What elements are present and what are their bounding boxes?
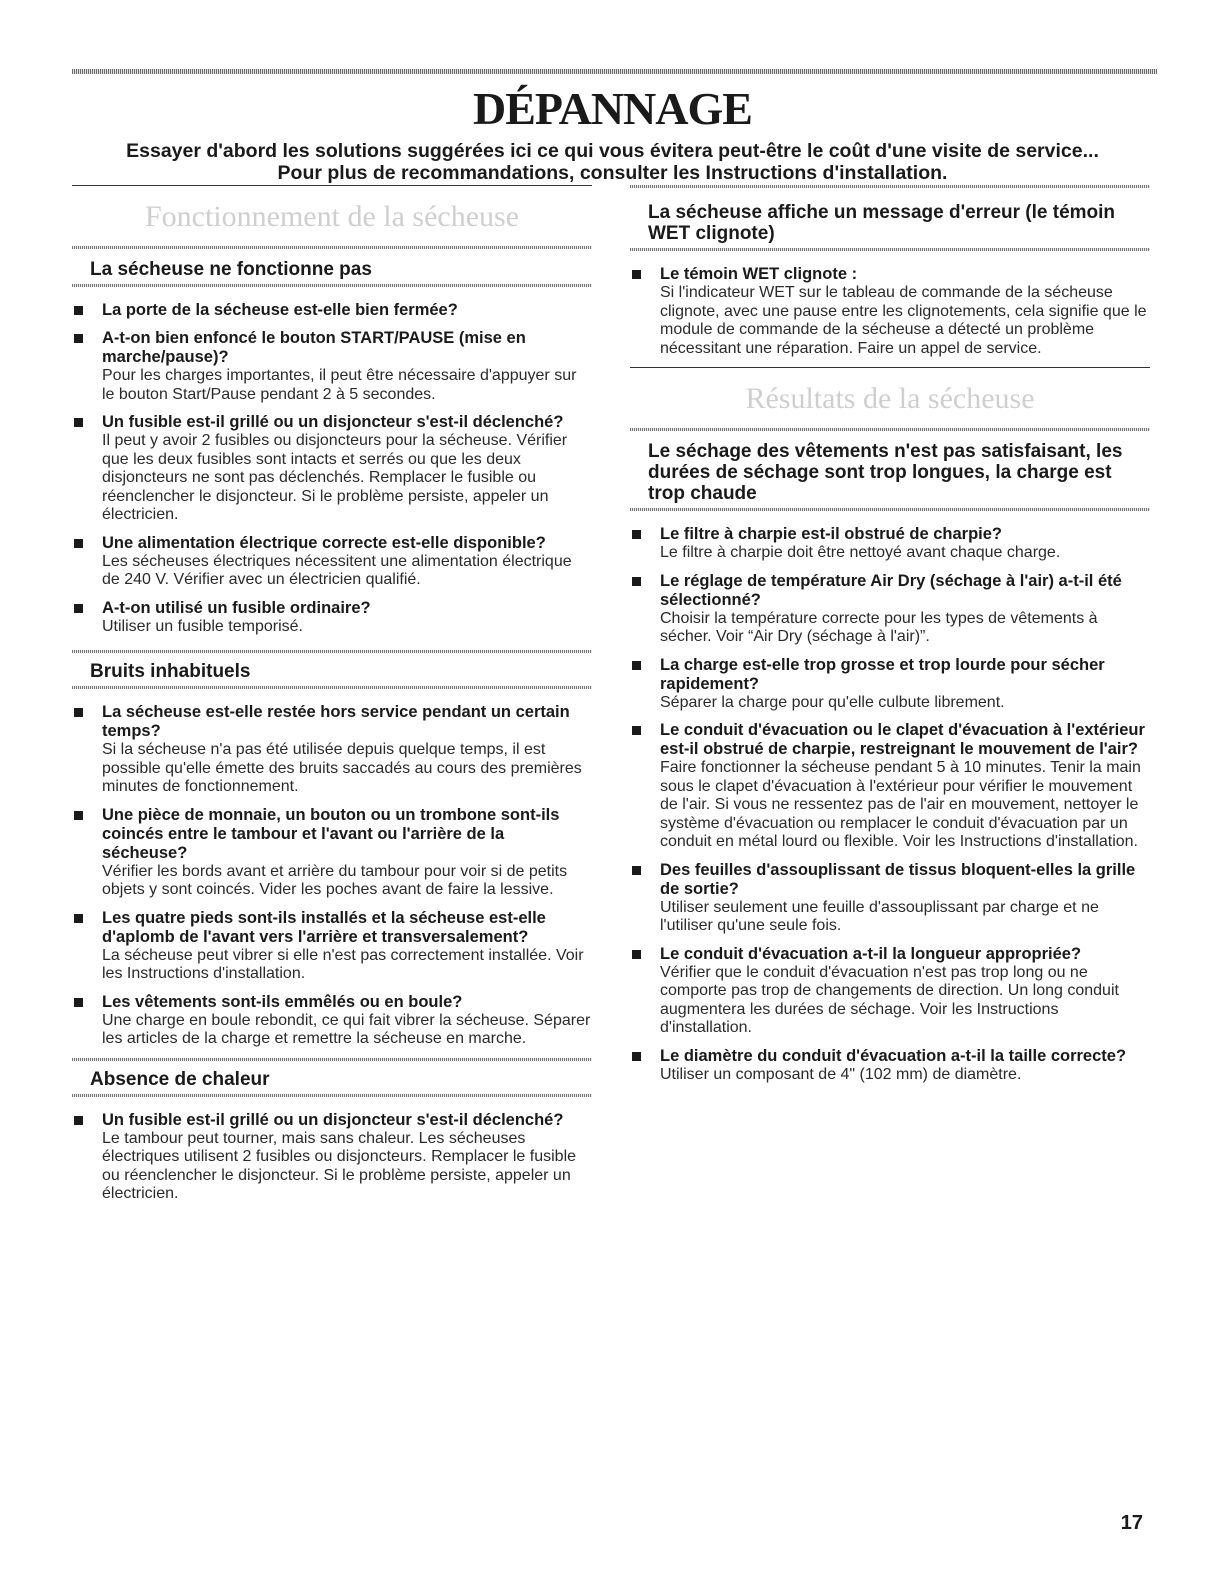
subhead-absence-chaleur: Absence de chaleur xyxy=(90,1068,270,1090)
item-answer: La sécheuse peut vibrer si elle n'est pas correctement installée. Voir les Instructions d'installation. xyxy=(102,946,584,982)
item-answer: Utiliser un fusible temporisé. xyxy=(102,617,303,635)
bullet-icon xyxy=(74,811,83,820)
item-question: Le réglage de température Air Dry (séchage à l'air) a-t-il été sélectionné? xyxy=(660,571,1122,609)
dotted-rule xyxy=(72,686,592,689)
item-answer: Si l'indicateur WET sur le tableau de commande de la sécheuse clignote, avec une pause entre les clignotements, cela signifie que le module de commande de la sécheuse a détecté un problème nécessitant une réparation. Faire un appel de service. xyxy=(660,284,1147,357)
page-number: 17 xyxy=(1120,1512,1143,1534)
item-answer: Vérifier les bords avant et arrière du tambour pour voir si de petits objets y sont coincés. Vider les poches avant de faire la lessive. xyxy=(102,862,568,898)
list-item xyxy=(630,525,1150,563)
bullet-icon xyxy=(632,726,641,735)
subhead-sechage: Le séchage des vêtements n'est pas satisfaisant, les durées de séchage sont trop longues, la charge est trop chaude xyxy=(648,441,1123,504)
list-item xyxy=(72,413,592,525)
bullet-icon xyxy=(74,334,83,343)
bullet-icon xyxy=(632,661,641,670)
item-answer: Le tambour peut tourner, mais sans chaleur. Les sécheuses électriques utilisent 2 fusibles ou disjoncteurs. Remplacer le fusible ou réenclencher le disjoncteur. Si le problème persiste, appeler un électricien. xyxy=(102,1129,577,1202)
intro-text xyxy=(60,140,1165,184)
list-item xyxy=(72,909,592,984)
list-absence-chaleur xyxy=(72,1111,592,1204)
list-item xyxy=(72,301,592,320)
page-title: DÉPANNAGE xyxy=(473,83,752,134)
item-answer: Vérifier que le conduit d'évacuation n'est pas trop long ou ne comporte pas trop de changements de direction. Un long conduit augmentera les durées de séchage. Voir les Instructions d'installation. xyxy=(660,963,1119,1036)
bullet-icon xyxy=(632,270,641,279)
list-item xyxy=(72,806,592,900)
bullet-icon xyxy=(74,1116,83,1125)
item-question: A-t-on bien enfoncé le bouton START/PAUSE (mise en marche/pause)? xyxy=(102,329,526,366)
list-item xyxy=(630,572,1150,647)
item-answer: Les sécheuses électriques nécessitent une alimentation électrique de 240 V. Vérifier avec un électricien qualifié. xyxy=(102,552,572,588)
bullet-icon xyxy=(74,306,83,315)
section-title-fonctionnement: Fonctionnement de la sécheuse xyxy=(144,200,520,233)
item-question: Le filtre à charpie est-il obstrué de charpie? xyxy=(660,525,1003,543)
item-answer: Utiliser un composant de 4" (102 mm) de diamètre. xyxy=(660,1065,1022,1083)
list-item xyxy=(72,599,592,637)
item-question: Un fusible est-il grillé ou un disjoncteur s'est-il déclenché? xyxy=(102,1110,564,1129)
dotted-rule xyxy=(72,284,592,287)
list-item xyxy=(72,703,592,797)
list-erreur xyxy=(630,265,1150,358)
list-item xyxy=(630,945,1150,1038)
list-item xyxy=(630,265,1150,358)
item-answer: Il peut y avoir 2 fusibles ou disjoncteurs pour la sécheuse. Vérifier que les deux fusibles sont intacts et serrés ou que les deux disjoncteurs ne sont pas déclenchés. Remplacer le fusible ou réenclencher le disjoncteur. Si le problème persiste, appeler un électricien. xyxy=(102,432,568,523)
list-item xyxy=(630,1047,1150,1085)
item-answer: Séparer la charge pour qu'elle culbute librement. xyxy=(660,693,1005,711)
list-item xyxy=(630,721,1150,852)
item-question: La porte de la sécheuse est-elle bien fermée? xyxy=(102,301,458,319)
item-question: La charge est-elle trop grosse et trop lourde pour sécher rapidement? xyxy=(660,655,1105,693)
bullet-icon xyxy=(632,950,641,959)
item-question: Les quatre pieds sont-ils installés et la sécheuse est-elle d'aplomb de l'avant vers l'arrière et transversalement? xyxy=(102,908,546,946)
section-rule xyxy=(630,367,1150,368)
list-bruits xyxy=(72,703,592,1049)
bullet-icon xyxy=(632,866,641,875)
item-question: Le diamètre du conduit d'évacuation a-t-il la taille correcte? xyxy=(660,1046,1127,1065)
item-answer: Une charge en boule rebondit, ce qui fait vibrer la sécheuse. Séparer les articles de la charge et remettre la sécheuse en marche. xyxy=(102,1011,591,1047)
item-question: A-t-on utilisé un fusible ordinaire? xyxy=(102,598,371,617)
item-question: Un fusible est-il grillé ou un disjoncteur s'est-il déclenché? xyxy=(102,413,564,431)
item-question: Une alimentation électrique correcte est-elle disponible? xyxy=(102,533,546,552)
list-item xyxy=(72,534,592,590)
bullet-icon xyxy=(74,914,83,923)
bullet-icon xyxy=(74,604,83,613)
section-title-resultats: Résultats de la sécheuse xyxy=(745,382,1035,415)
item-question: La sécheuse est-elle restée hors service pendant un certain temps? xyxy=(102,703,570,740)
list-ne-fonctionne-pas xyxy=(72,301,592,636)
intro-line-2: Pour plus de recommandations, consulter les Instructions d'installation. xyxy=(277,162,948,184)
item-question: Les vêtements sont-ils emmêlés ou en boule? xyxy=(102,992,463,1011)
list-resultats xyxy=(630,525,1150,1084)
item-answer: Faire fonctionner la sécheuse pendant 5 à 10 minutes. Tenir la main sous le clapet d'évacuation à l'extérieur pour vérifier le mouvement de l'air. Si vous ne ressentez pas de l'air en mouvement, nettoyer le système d'évacuation ou remplacer le conduit d'évacuation par un conduit en métal lourd ou flexible. Voir les Instructions d'installation. xyxy=(660,759,1141,850)
top-rule xyxy=(72,69,1157,74)
left-column xyxy=(72,185,592,1213)
bullet-icon xyxy=(74,998,83,1007)
item-question: Le conduit d'évacuation ou le clapet d'évacuation à l'extérieur est-il obstrué de charpie, restreignant le mouvement de l'air? xyxy=(660,721,1145,758)
dotted-rule xyxy=(630,248,1150,251)
subhead-ne-fonctionne-pas: La sécheuse ne fonctionne pas xyxy=(90,259,372,280)
item-question: Une pièce de monnaie, un bouton ou un trombone sont-ils coincés entre le tambour et l'avant ou l'arrière de la sécheuse? xyxy=(102,805,560,862)
subhead-erreur: La sécheuse affiche un message d'erreur (le témoin WET clignote) xyxy=(648,202,1116,244)
item-answer: Si la sécheuse n'a pas été utilisée depuis quelque temps, il est possible qu'elle émette des bruits saccadés au cours des premières minutes de fonctionnement. xyxy=(102,741,582,795)
bullet-icon xyxy=(74,708,83,717)
item-question: Le témoin WET clignote : xyxy=(660,265,858,283)
item-answer: Pour les charges importantes, il peut être nécessaire d'appuyer sur le bouton Start/Pause pendant 2 à 5 secondes. xyxy=(102,367,577,403)
bullet-icon xyxy=(74,418,83,427)
bullet-icon xyxy=(632,577,641,586)
dotted-rule xyxy=(630,508,1150,511)
bullet-icon xyxy=(632,1052,641,1061)
bullet-icon xyxy=(632,530,641,539)
list-item xyxy=(72,329,592,404)
intro-line-1: Essayer d'abord les solutions suggérées ici ce qui vous évitera peut-être le coût d'une visite de service... xyxy=(126,140,1099,162)
item-answer: Le filtre à charpie doit être nettoyé avant chaque charge. xyxy=(660,544,1061,561)
dotted-rule xyxy=(72,1094,592,1097)
item-answer: Utiliser seulement une feuille d'assouplissant par charge et ne l'utiliser qu'une seule fois. xyxy=(660,898,1099,934)
item-answer: Choisir la température correcte pour les types de vêtements à sécher. Voir “Air Dry (séchage à l'air)”. xyxy=(660,609,1098,645)
list-item xyxy=(72,993,592,1049)
subhead-bruits: Bruits inhabituels xyxy=(90,661,251,682)
list-item xyxy=(630,861,1150,936)
list-item xyxy=(72,1111,592,1204)
left-top-rule xyxy=(72,185,592,186)
list-item xyxy=(630,656,1150,713)
item-question: Des feuilles d'assouplissant de tissus bloquent-elles la grille de sortie? xyxy=(660,860,1136,898)
item-question: Le conduit d'évacuation a-t-il la longueur appropriée? xyxy=(660,944,1082,963)
right-column xyxy=(630,185,1150,1093)
bullet-icon xyxy=(74,539,83,548)
